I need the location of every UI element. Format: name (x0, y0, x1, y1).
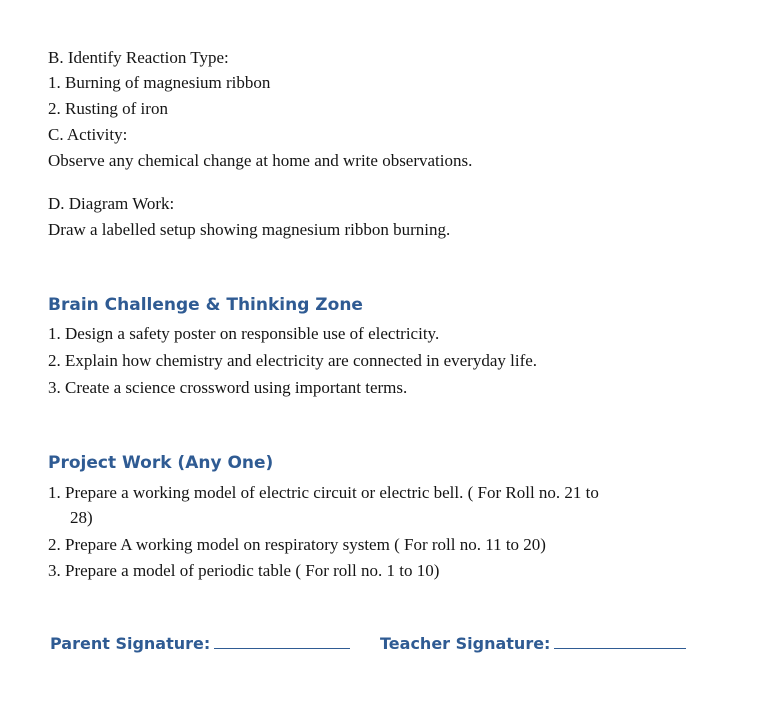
teacher-signature (380, 634, 686, 653)
project-work-item-1-line2: 28) (70, 508, 93, 527)
project-work-heading: Project Work (Any One) (48, 453, 274, 473)
parent-signature (50, 634, 350, 653)
project-work-item-2: 2. Prepare A working model on respiratory system ( For roll no. 11 to 20) (48, 535, 546, 554)
section-b-heading: B. Identify Reaction Type: (48, 48, 229, 67)
teacher-signature-line[interactable] (554, 634, 686, 649)
parent-signature-label: Parent Signature: (50, 634, 211, 653)
section-b-item-1: 1. Burning of magnesium ribbon (48, 73, 271, 92)
section-d-heading: D. Diagram Work: (48, 194, 175, 213)
section-c-heading: C. Activity: (48, 125, 128, 144)
teacher-signature-label: Teacher Signature: (380, 634, 551, 653)
section-c-text: Observe any chemical change at home and write observations. (48, 151, 473, 170)
brain-challenge-heading: Brain Challenge & Thinking Zone (48, 295, 363, 315)
brain-challenge-item-1: 1. Design a safety poster on responsible use of electricity. (48, 324, 440, 343)
project-work-item-1-line1: 1. Prepare a working model of electric circuit or electric bell. ( For Roll no. 21 to (48, 483, 599, 502)
section-d-text: Draw a labelled setup showing magnesium ribbon burning. (48, 220, 451, 239)
section-b-item-2: 2. Rusting of iron (48, 99, 168, 118)
brain-challenge-item-2: 2. Explain how chemistry and electricity are connected in everyday life. (48, 351, 538, 370)
project-work-item-3: 3. Prepare a model of periodic table ( For roll no. 1 to 10) (48, 561, 440, 580)
parent-signature-line[interactable] (214, 634, 350, 649)
brain-challenge-item-3: 3. Create a science crossword using important terms. (48, 378, 408, 397)
